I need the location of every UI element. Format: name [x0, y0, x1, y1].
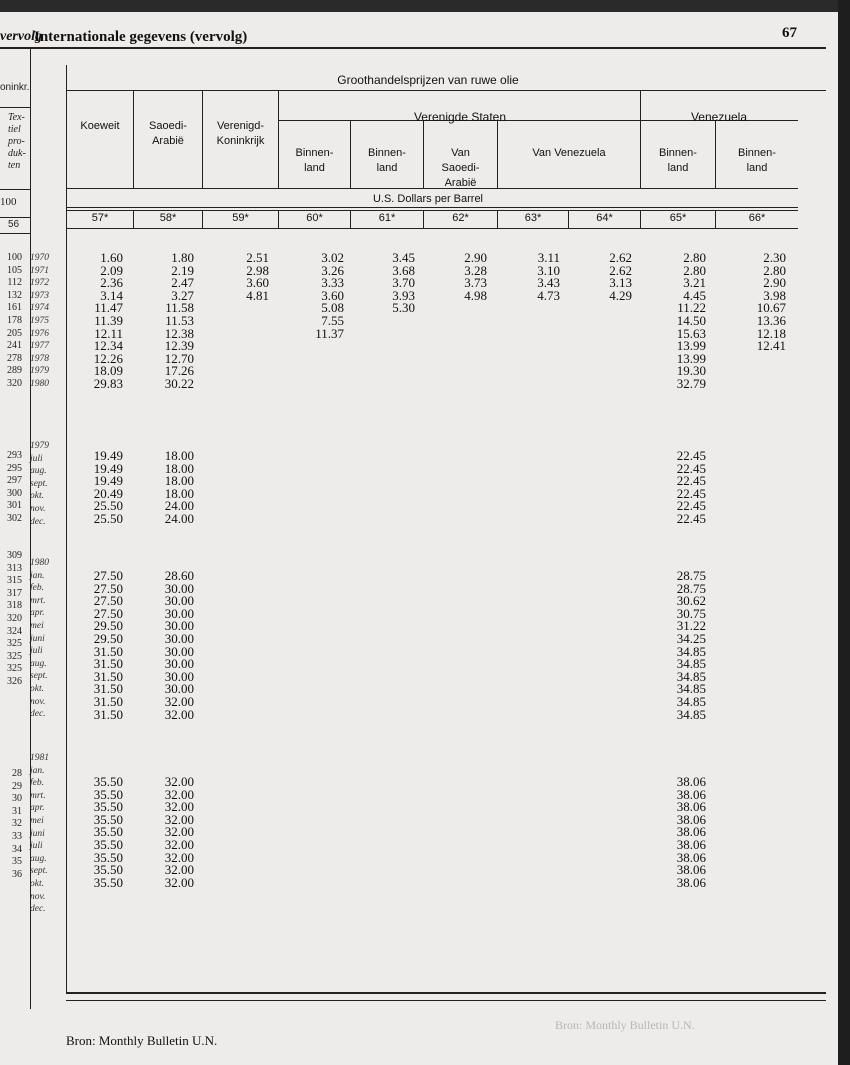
col-number: 66*: [748, 212, 766, 224]
document-page: [0, 12, 838, 1065]
koeweit-annual: 1.60 2.09 2.36 3.14 11.47 11.39 12.11 12.34 12.26 18.09 29.83: [93, 250, 123, 391]
strip-values-1979: [0, 450, 22, 526]
vs-van-saoedi-annual: 2.90 3.28 3.73 4.98: [464, 250, 487, 303]
vk-annual: 2.51 2.98 3.60 4.81: [246, 250, 269, 303]
strip-values-1980: [0, 550, 22, 689]
ven-binnenland1-annual: 2.80 2.80 3.21 4.45 11.22 14.50 15.63 13.99 13.99 19.30 32.79: [676, 250, 706, 391]
super-header-rule: [66, 90, 826, 91]
ven-binnenland2-annual: 2.30 2.80 2.90 3.98 10.67 13.36 12.18 12.41: [756, 250, 786, 354]
bleed-through-text: Bron: Monthly Bulletin U.N.: [555, 1018, 695, 1032]
year-labels-annual: 1970 1971 1972 1973 1974 1975 1976 1977 1978 1979 1980: [30, 253, 49, 389]
table-left-border: [66, 65, 67, 992]
strip-rule: [0, 233, 30, 234]
col-number: 63*: [524, 212, 542, 224]
strip-values-1981: [0, 768, 22, 881]
vs-van-venezuela2-annual: 2.62 2.62 3.13 4.29: [609, 250, 632, 303]
col-number: 59*: [232, 212, 249, 224]
col-number: 61*: [378, 212, 396, 224]
col-number: 60*: [306, 212, 323, 224]
strip-rule: [0, 189, 30, 190]
saoedi-1979: 18.00 18.00 18.00 18.00 24.00 24.00: [164, 448, 194, 526]
page-number: 67: [782, 25, 797, 41]
col-number: 64*: [596, 212, 613, 224]
header-vs-van-saoedi: Van Saoedi- Arabië: [441, 147, 480, 189]
koeweit-1979: 19.49 19.49 19.49 20.49 25.50 25.50: [93, 448, 123, 526]
header-rule: [0, 47, 826, 49]
colno-bottom-rule: [66, 228, 798, 229]
strip-values-annual: [0, 252, 22, 391]
strip-base: 100: [0, 196, 17, 208]
saoedi-annual: 1.80 2.19 2.47 3.27 11.58 11.53 12.38 12.39 12.70 17.26 30.22: [164, 250, 194, 391]
strip-values: 309 313 315 317 318 320 324 325 325 325 326: [7, 550, 22, 687]
page-title: Internationale gegevens (vervolg): [34, 29, 248, 45]
header-vs-van-venezuela: Van Venezuela: [532, 147, 606, 159]
table-bottom-rule: [66, 992, 826, 994]
year-labels-1979: 1979 juli aug. sept. okt. nov. dec.: [30, 441, 49, 527]
header-verenigde-staten: Verenigde Staten: [413, 110, 507, 124]
header-koeweit: Koeweit: [80, 120, 120, 132]
header-ven-binnenland-1: Binnen- land: [659, 147, 697, 174]
source-note: Bron: Monthly Bulletin U.N.: [66, 1033, 218, 1048]
col-number: 57*: [91, 212, 109, 224]
ven-binnenland1-1981: 38.06 38.06 38.06 38.06 38.06 38.06 38.06 38.06 38.06: [676, 774, 706, 890]
ven-binnenland1-1979: 22.45 22.45 22.45 22.45 22.45 22.45: [676, 448, 706, 526]
cut-header-text: vervolg: [0, 29, 42, 44]
header-saoedi-arabie: Saoedi- Arabië: [149, 120, 187, 147]
ven-binnenland1-1980: 28.75 28.75 30.62 30.75 31.22 34.25 34.85 34.85 34.85 34.85 34.85 34.85: [676, 568, 706, 722]
vs-van-venezuela1-annual: 3.11 3.10 3.43 4.73: [537, 250, 560, 303]
header-vs-binnenland-1: Binnen- land: [295, 147, 334, 174]
unit-label: U.S. Dollars per Barrel: [372, 193, 484, 205]
col-number: 58*: [159, 212, 177, 224]
header-ven-binnenland-2: Binnen- land: [738, 147, 776, 174]
koeweit-1981: 35.50 35.50 35.50 35.50 35.50 35.50 35.50 35.50 35.50: [93, 774, 123, 890]
col-number: 62*: [452, 212, 469, 224]
vs-binnenland2-annual: 3.45 3.68 3.70 3.93 5.30: [392, 250, 415, 316]
year-labels-1981: 1981 jan. feb. mrt. apr. mei juni juli aug. sept. okt. nov. dec.: [30, 753, 49, 915]
strip-rule: [0, 107, 30, 108]
saoedi-1981: 32.00 32.00 32.00 32.00 32.00 32.00 32.00 32.00 32.00: [164, 774, 194, 890]
vs-binnenland1-annual: 3.02 3.26 3.33 3.60 5.08 7.55 11.37: [315, 250, 344, 341]
col-number: 65*: [669, 212, 687, 224]
strip-values: 100 105 112 132 161 178 205 241 278 289 320: [7, 252, 22, 389]
strip-header-1: oninkr.: [0, 82, 30, 93]
strip-rule: [0, 217, 30, 218]
koeweit-1980: 27.50 27.50 27.50 27.50 29.50 29.50 31.50 31.50 31.50 31.50 31.50 31.50: [93, 568, 123, 722]
colno-top-rule: [66, 210, 798, 211]
saoedi-1980: 28.60 30.00 30.00 30.00 30.00 30.00 30.00 30.00 30.00 30.00 32.00 32.00: [164, 568, 194, 722]
unit-rule: [66, 207, 798, 208]
strip-col-no: 56: [8, 219, 20, 230]
strip-values: 293 295 297 300 301 302: [7, 450, 22, 524]
strip-header-2: Tex- tiel pro- duk- ten: [8, 112, 26, 171]
year-labels-1980: 1980 jan. feb. mrt. apr. mei juni juli aug. sept. okt. nov. dec.: [30, 558, 49, 720]
header-vs-binnenland-2: Binnen- land: [368, 147, 406, 174]
page-edge: [838, 0, 850, 1065]
super-header: Groothandelsprijzen van ruwe olie: [337, 73, 519, 87]
header-verenigd-koninkrijk: Verenigd- Koninkrijk: [216, 120, 265, 147]
header-venezuela: Venezuela: [690, 110, 748, 124]
strip-values: 28 29 30 31 32 33 34 35 36: [12, 768, 22, 880]
footer-rule: [66, 1000, 826, 1001]
